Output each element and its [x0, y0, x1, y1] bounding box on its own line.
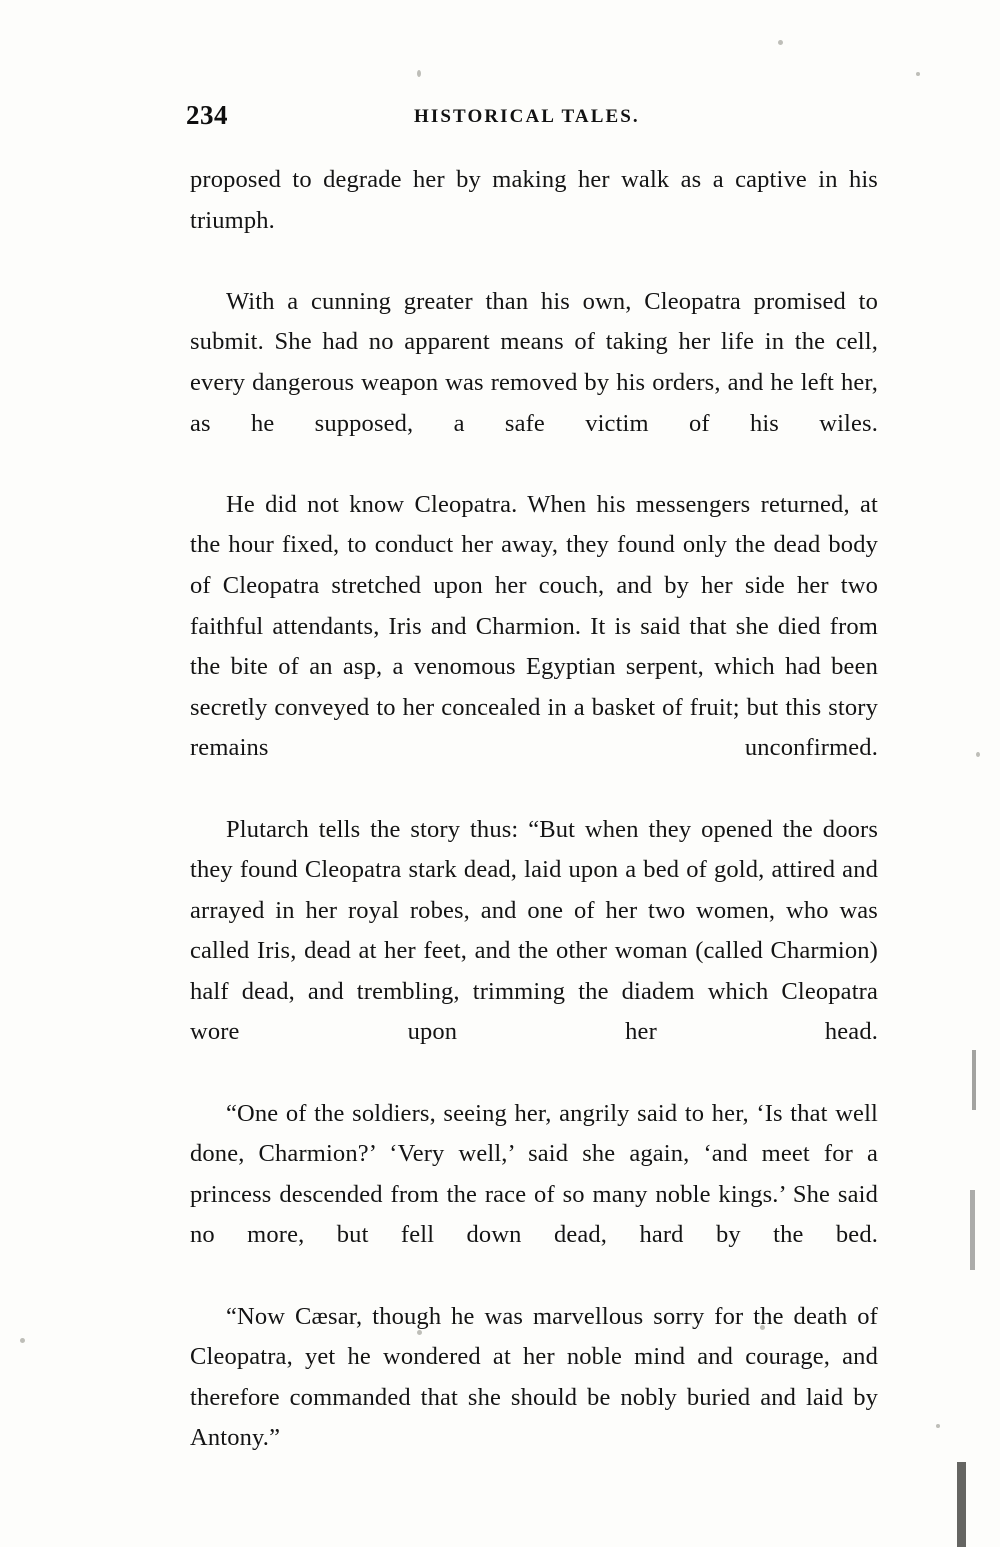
scan-speck [976, 752, 980, 757]
body-text-block [190, 160, 878, 1500]
paragraph: He did not know Cleopatra. When his messengers returned, at the hour fixed, to conduct her away, they found only the dead body of Cleopatra stretched upon her couch, and by her side her two faithful attendants, Iris and Charmion. It is said that she died from the bite of an asp, a venomous Egyptian serpent, which had been secretly conveyed to her concealed in a basket of fruit; but this story remains unconfirmed. [190, 490, 878, 762]
paragraph: proposed to degrade her by making her walk as a captive in his triumph. [190, 166, 878, 234]
scan-speck [936, 1424, 940, 1428]
page-edge-mark [970, 1190, 975, 1270]
scan-speck [417, 70, 421, 77]
paragraph: Plutarch tells the story thus: “But when they opened the doors they found Cleopatra stark dead, laid upon a bed of gold, attired and arrayed in her royal robes, and one of her two women, who was called Iris, dead at her feet, and the other woman (called Charmion) half dead, and trembling, trimming the diadem which Cleopatra wore upon her head. [190, 815, 878, 1046]
paragraph: With a cunning greater than his own, Cleopatra promised to submit. She had no apparent means of taking her life in the cell, every dangerous weapon was removed by his orders, and he left her, as he supposed, a safe victim of his wiles. [190, 287, 878, 437]
page-edge-mark [972, 1050, 976, 1110]
scan-speck [916, 72, 920, 76]
running-head: HISTORICAL TALES. [414, 106, 640, 127]
page-number: 234 [186, 100, 228, 130]
page-header [186, 100, 886, 134]
scan-speck [20, 1338, 25, 1343]
paragraph: “Now Cæsar, though he was marvellous sorry for the death of Cleopatra, yet he wondered at her noble mind and courage, and therefore commanded that she should be nobly buried and laid by Antony.” [190, 1302, 878, 1452]
scan-speck [778, 40, 783, 45]
paragraph: “One of the soldiers, seeing her, angrily said to her, ‘Is that well done, Charmion?’ ‘Very well,’ said she again, ‘and meet for a princess descended from the race of so many noble kings.’ She said no more, but fell down dead, hard by the bed. [190, 1099, 878, 1249]
page-edge-mark [957, 1462, 966, 1547]
